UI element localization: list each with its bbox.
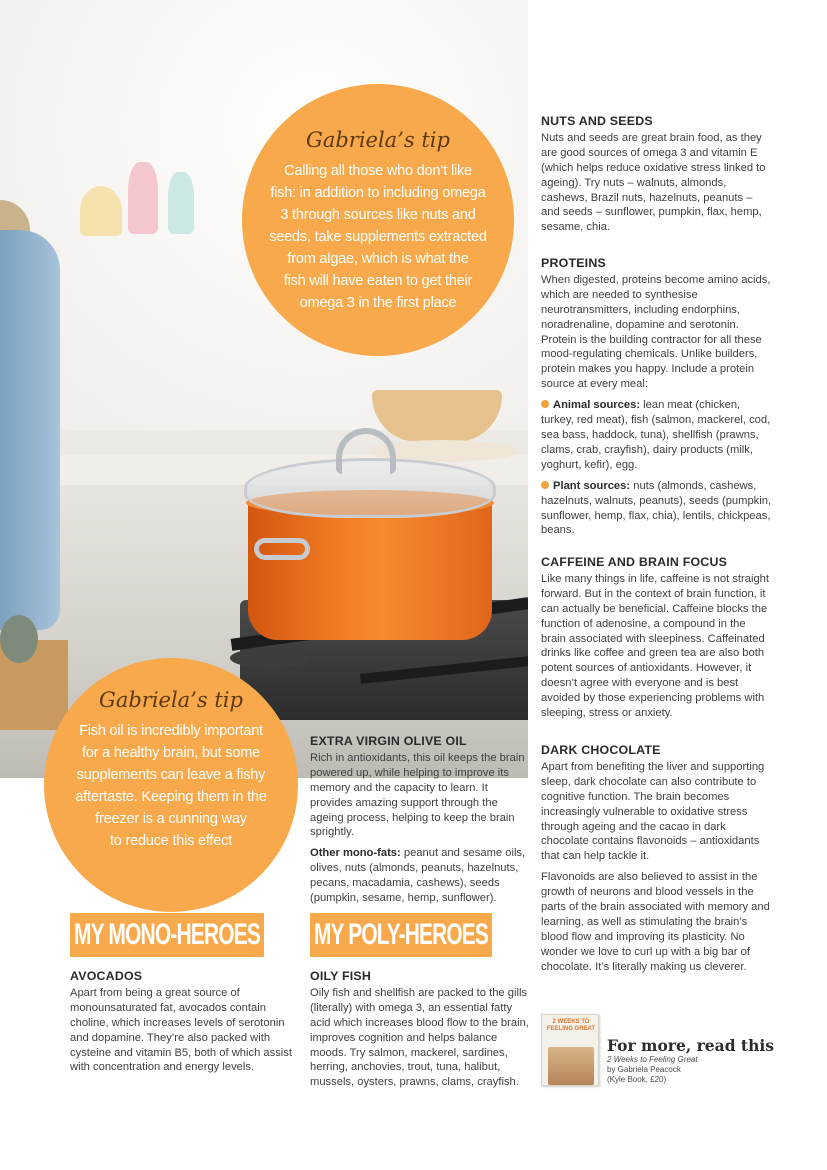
- tip-line: omega 3 in the first place: [299, 295, 457, 311]
- read-more-title: For more, read this: [607, 1036, 774, 1055]
- tip-line: Calling all those who don’t like: [284, 163, 472, 179]
- book-title: 2 Weeks to Feeling Great: [607, 1055, 698, 1064]
- book-cover: [541, 1014, 599, 1086]
- section-body: Apart from being a great source of monounsaturated fat, avocados contain choline, which increases levels of serotonin and dopamine. They’re also packed with cysteine and vitamin B5, both of which assist with concentration and energy levels.: [70, 986, 292, 1074]
- wooden-bowl: [372, 390, 502, 442]
- section-heading: CAFFEINE AND BRAIN FOCUS: [541, 555, 728, 569]
- plant-sources: [541, 479, 773, 539]
- stone: [0, 615, 38, 663]
- yellow-bottle: [80, 186, 122, 236]
- person-shirt: [0, 230, 60, 630]
- tip-title: Gabriela’s tip: [306, 128, 450, 152]
- section-caffeine: [541, 555, 773, 727]
- animal-label: Animal sources:: [553, 399, 641, 412]
- read-more: [607, 1036, 797, 1085]
- bullet-icon: [541, 481, 549, 489]
- mono-heroes-banner: MY MONO-HEROES: [70, 913, 264, 957]
- section-proteins: [541, 256, 773, 544]
- pot-handle: [254, 538, 310, 560]
- other-mono-fats: [310, 846, 532, 906]
- teal-bottle: [168, 172, 194, 234]
- tip-title: Gabriela’s tip: [99, 688, 243, 712]
- tip-body: [62, 720, 280, 852]
- section-heading: PROTEINS: [541, 256, 606, 270]
- tip-circle-top: [242, 84, 514, 356]
- section-heading: OILY FISH: [310, 969, 372, 983]
- section-body: Flavonoids are also believed to assist in the growth of neurons and blood vessels in the parts of the brain associated with memory and learning, as well as stimulating the brain’s blood flow and improving its plasticity. No wonder we love to curl up with a big bar of chocolate. It’s literally making us cleverer.: [541, 871, 770, 973]
- section-oily-fish: [310, 969, 534, 1096]
- plant-text: nuts (almonds, cashews, hazelnuts, walnuts, peanuts), seeds (pumpkin, sunflower, hemp, flax, chia), lentils, chickpeas, beans.: [541, 479, 772, 537]
- poly-heroes-banner: MY POLY-HEROES: [310, 913, 492, 957]
- section-body: Like many things in life, caffeine is not straight forward. But in the context of brain function, it can actually be beneficial. Caffeine blocks the function of adenosine, a compound in the brain associated with sleepiness. Caffeinated drinks like coffee and green tea are also both potent sources of antioxidants. However, it doesn’t agree with everyone and is best avoided by those experiencing problems with sleeping, stress or anxiety.: [541, 572, 770, 720]
- pink-bottle: [128, 162, 158, 234]
- tip-line: from algae, which is what the: [287, 251, 469, 267]
- bullet-icon: [541, 400, 549, 408]
- section-heading: AVOCADOS: [70, 969, 143, 983]
- book-publisher: (Kyle Book, £20): [607, 1075, 667, 1084]
- section-body: Oily fish and shellfish are packed to the gills (literally) with omega 3, an essential fatty acid which increases blood flow to the brain, improves cognition and helps balance moods. Try salmon, mackerel, sardines, herring, anchovies, trout, tuna, halibut, mussels, oysters, prawns, clams, crayfish.: [310, 986, 529, 1089]
- section-heading: NUTS AND SEEDS: [541, 114, 653, 128]
- tip-line: 3 through sources like nuts and: [280, 207, 476, 223]
- book-cover-photo: [548, 1047, 594, 1085]
- animal-text: lean meat (chicken, turkey, red meat), fish (salmon, mackerel, cod, sea bass, haddock, tuna), shellfish (prawns, clams, crab, crayfish), dairy products (milk, yoghurt, kefir), egg.: [541, 399, 771, 471]
- book-author: by Gabriela Peacock: [607, 1065, 681, 1074]
- book-cover-title: 2 WEEKS TO FEELING GREAT: [546, 1019, 596, 1032]
- tip-line: Fish oil is incredibly important: [79, 723, 263, 739]
- section-body: Rich in antioxidants, this oil keeps the brain powered up, while helping to improve its memory and the capacity to learn. It provides amazing support through the ageing process, helping to keep the brain sprightly.: [310, 751, 525, 839]
- section-dark-chocolate: [541, 743, 773, 981]
- other-text: peanut and sesame oils, olives, nuts (almonds, peanuts, hazelnuts, pecans, macadamia, cashews), seeds (pumpkin, sesame, hemp, sunflower).: [310, 847, 526, 905]
- section-body: When digested, proteins become amino acids, which are needed to synthesise neurotransmitters, including endorphins, noradrenaline, dopamine and serotonin. Protein is the building contractor for all these mood-regulating chemicals. Unlike builders, protein makes you happy. Include a protein source at every meal:: [541, 273, 771, 391]
- lid-knob: [336, 428, 396, 474]
- tip-line: aftertaste. Keeping them in the: [75, 789, 267, 805]
- burner: [230, 648, 310, 668]
- section-body: Nuts and seeds are great brain food, as they are good sources of omega 3 and vitamin E (which helps reduce oxidative stress linked to ageing). Try nuts – walnuts, almonds, cashews, Brazil nuts, hazelnuts, peanuts – and seeds – sunflower, pumpkin, flax, hemp, sesame, chia.: [541, 131, 766, 234]
- section-avocados: [70, 969, 292, 1081]
- orange-pot: [248, 500, 492, 640]
- tip-line: fish will have eaten to get their: [283, 273, 473, 289]
- tip-line: supplements can leave a fishy: [76, 767, 266, 783]
- tip-line: freezer is a cunning way: [95, 811, 247, 827]
- tip-line: fish: in addition to including omega: [270, 185, 486, 201]
- other-label: Other mono-fats:: [310, 847, 401, 860]
- tip-circle-bottom: [44, 658, 298, 912]
- tip-line: for a healthy brain, but some: [82, 745, 260, 761]
- animal-sources: [541, 398, 773, 473]
- tip-line: to reduce this effect: [109, 833, 233, 849]
- tip-body: [268, 160, 488, 314]
- section-heading: DARK CHOCOLATE: [541, 743, 661, 757]
- section-nuts-and-seeds: [541, 114, 773, 241]
- section-heading: EXTRA VIRGIN OLIVE OIL: [310, 734, 467, 748]
- plant-label: Plant sources:: [553, 479, 631, 492]
- section-body: Apart from benefiting the liver and supporting sleep, dark chocolate can also contribute to cognitive function. The brain becomes increasingly vulnerable to oxidative stress through ageing and the cacao in dark chocolate contains flavonoids – antioxidants that can help tackle it.: [541, 760, 765, 863]
- section-olive-oil: [310, 734, 532, 912]
- tip-line: seeds, take supplements extracted: [269, 229, 487, 245]
